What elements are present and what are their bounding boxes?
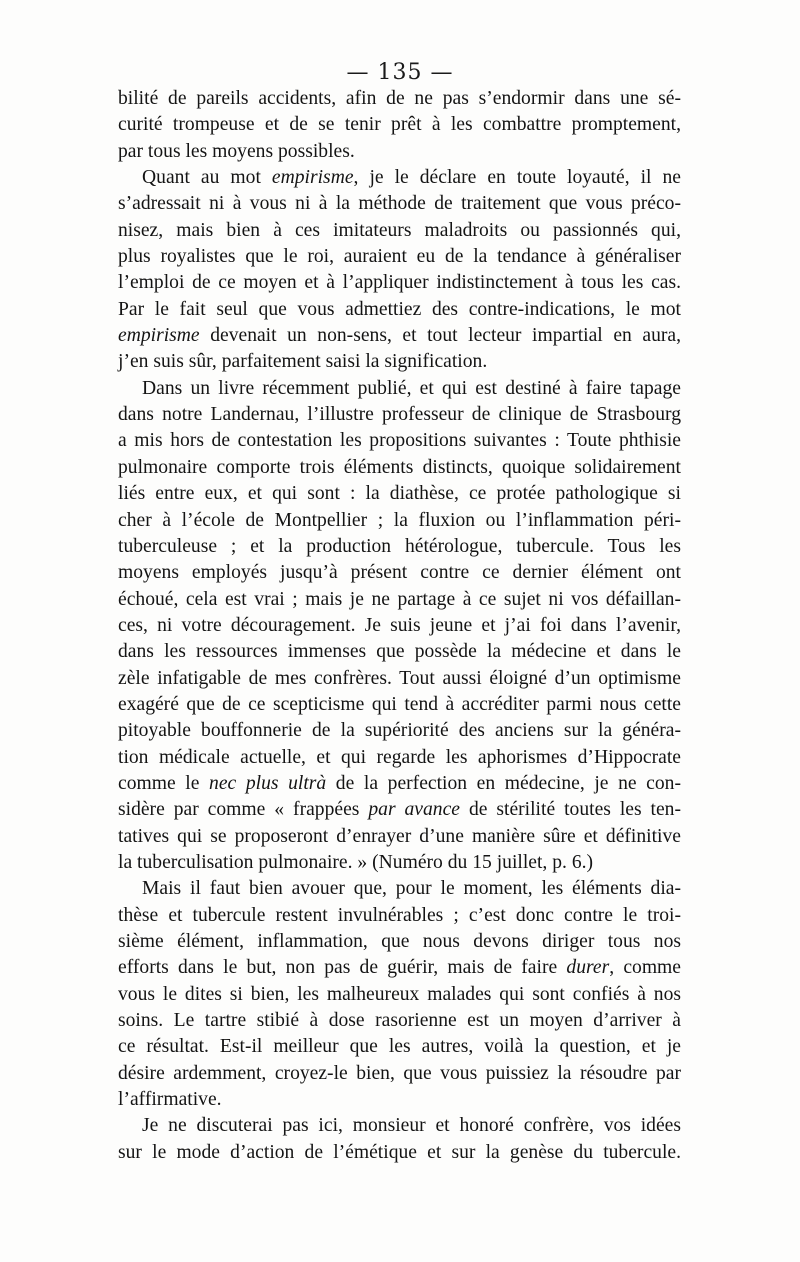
text-line: Je ne discuterai pas ici, monsieur et honoré confrère, vos idées [142, 1115, 681, 1137]
text-line [118, 323, 681, 349]
text-line: thèse et tubercule restent invulnérables ; c’est donc contre le troi- [118, 904, 681, 926]
text-line: ces, ni votre découragement. Je suis jeune et j’ai foi dans l’avenir, [118, 614, 681, 636]
text-line: tuberculeuse ; et la production hétérologue, tubercule. Tous les [118, 535, 681, 557]
text-line: soins. Le tartre stibié à dose rasorienne est un moyen d’arriver à [118, 1010, 681, 1032]
text-line: échoué, cela est vrai ; mais je ne partage à ce sujet ni vos défaillan- [118, 588, 681, 610]
italic-segment: empirisme [271, 167, 354, 189]
text-segment: efforts dans le but, non pas de guérir, mais de faire [118, 957, 567, 979]
text-segment: comme le [118, 772, 210, 794]
text-segment: sidère par comme « frappées [118, 799, 369, 821]
text-line: Mais il faut bien avouer que, pour le moment, les éléments dia- [142, 878, 681, 900]
text-line [118, 771, 681, 797]
text-line: par tous les moyens possibles. [118, 140, 355, 162]
text-segment: de la perfection en médecine, je ne con- [326, 772, 681, 794]
text-line: sur le mode d’action de l’émétique et sur la genèse du tubercule. [118, 1141, 681, 1163]
text-line: dans les ressources immenses que possède la médecine et dans le [118, 641, 681, 663]
text-line: désire ardemment, croyez-le bien, que vous puissiez la résoudre par [118, 1062, 681, 1084]
text-line: vous le dites si bien, les malheureux malades qui sont confiés à nos [118, 983, 681, 1005]
italic-segment: empirisme [118, 325, 200, 347]
text-line: liés entre eux, et qui sont : la diathèse, ce protée pathologique si [118, 483, 681, 505]
text-line: moyens employés jusqu’à présent contre ce dernier élément ont [118, 562, 681, 584]
italic-segment: durer [566, 957, 610, 979]
text-segment: , comme [609, 957, 681, 979]
text-line: bilité de pareils accidents, afin de ne pas s’endormir dans une sé- [118, 88, 681, 109]
text-line: tatives qui se proposeront d’enrayer d’une manière sûre et définitive [118, 825, 681, 847]
text-line: s’adressait ni à vous ni à la méthode de traitement que vous préco- [118, 193, 681, 215]
text-line [118, 797, 681, 823]
text-line: l’affirmative. [118, 1089, 222, 1111]
text-line: plus royalistes que le roi, auraient eu de la tendance à généraliser [118, 246, 681, 268]
text-line: l’emploi de ce moyen et à l’appliquer indistinctement à tous les cas. [118, 272, 681, 294]
text-line: dans notre Landernau, l’illustre professeur de clinique de Strasbourg [118, 404, 681, 426]
page-number: — 135 — [346, 60, 454, 85]
text-line: j’en suis sûr, parfaitement saisi la signification. [118, 351, 488, 373]
text-line [118, 165, 681, 191]
text-line: zèle infatigable de mes confrères. Tout aussi éloigné d’un optimisme [118, 667, 681, 689]
text-segment: de stérilité toutes les ten- [460, 799, 681, 821]
text-line: Dans un livre récemment publié, et qui est destiné à faire tapage [142, 377, 681, 399]
text-line: a mis hors de contestation les propositions suivantes : Toute phthisie [118, 430, 681, 452]
text-line: pitoyable bouffonnerie de la supériorité des anciens sur la généra- [118, 720, 681, 742]
text-line: Par le fait seul que vous admettiez des contre-indications, le mot [118, 298, 681, 320]
text-segment: devenait un non-sens, et tout lecteur impartial en aura, [199, 325, 681, 347]
text-segment: , je le déclare en toute loyauté, il ne [353, 167, 681, 189]
italic-segment: par avance [368, 799, 460, 821]
text-line: sième élément, inflammation, que nous devons diriger tous nos [118, 931, 681, 952]
italic-segment: nec plus ultrà [209, 772, 327, 794]
text-line: cher à l’école de Montpellier ; la fluxion ou l’inflammation péri- [118, 509, 681, 531]
text-line: nisez, mais bien à ces imitateurs maladroits ou passionnés qui, [118, 219, 681, 241]
text-line: la tuberculisation pulmonaire. » (Numéro du 15 juillet, p. 6.) [118, 851, 594, 873]
text-line: curité trompeuse et de se tenir prêt à les combattre promptement, [118, 114, 681, 136]
text-segment: Quant au mot [142, 167, 272, 189]
text-line [118, 955, 681, 981]
text-line: exagéré que de ce scepticisme qui tend à accréditer parmi nous cette [118, 693, 681, 715]
body-text [118, 86, 681, 1166]
text-line: tion médicale actuelle, et qui regarde les aphorismes d’Hippocrate [118, 746, 681, 768]
text-line: ce résultat. Est-il meilleur que les autres, voilà la question, et je [118, 1036, 681, 1058]
text-line: pulmonaire comporte trois éléments distincts, quoique solidairement [118, 456, 681, 478]
